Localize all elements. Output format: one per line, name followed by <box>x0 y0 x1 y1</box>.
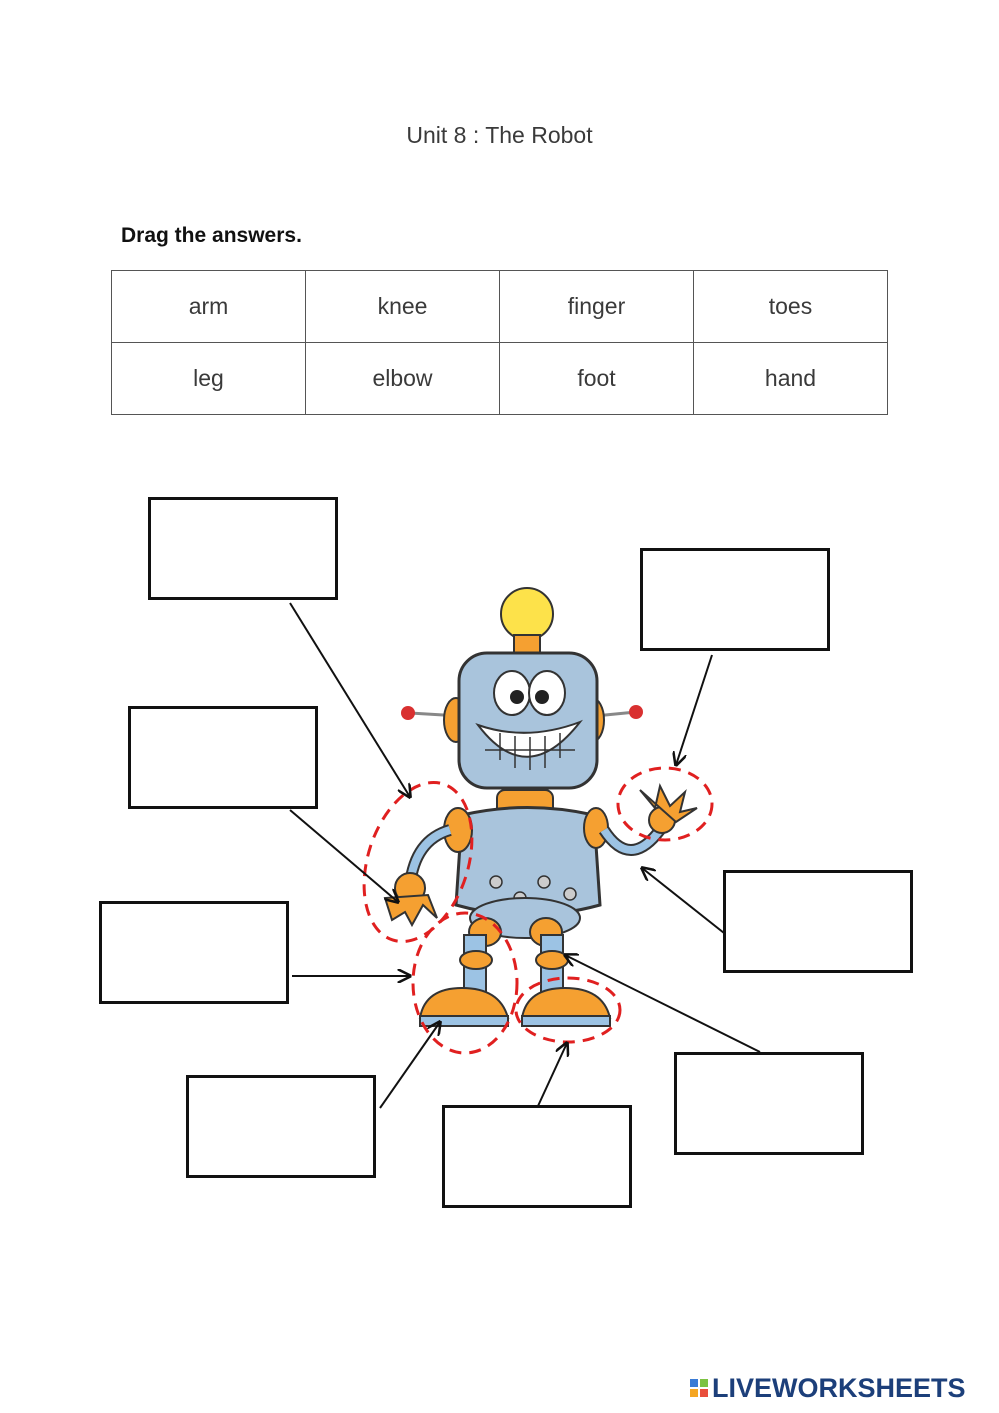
arrow-box-3 <box>290 810 398 902</box>
brand-text: LIVEWORKSHEETS <box>712 1372 966 1403</box>
answer-box-5[interactable] <box>99 901 289 1004</box>
answer-box-2[interactable] <box>640 548 830 651</box>
word-arm[interactable]: arm <box>112 271 306 343</box>
answer-box-6[interactable] <box>186 1075 376 1178</box>
answer-box-1[interactable] <box>148 497 338 600</box>
answer-box-7[interactable] <box>442 1105 632 1208</box>
liveworksheets-logo <box>690 1373 966 1403</box>
answer-box-8[interactable] <box>674 1052 864 1155</box>
arrow-box-6 <box>380 1022 440 1108</box>
word-hand[interactable]: hand <box>694 343 888 415</box>
arrow-box-2 <box>676 655 712 765</box>
instruction-text: Drag the answers. <box>121 224 302 247</box>
robot-illustration <box>385 588 697 1026</box>
word-toes[interactable]: toes <box>694 271 888 343</box>
liveworksheets-icon <box>690 1379 708 1397</box>
word-foot[interactable]: foot <box>500 343 694 415</box>
page-title: Unit 8 : The Robot <box>406 122 593 148</box>
arrow-box-4 <box>642 868 724 933</box>
word-finger[interactable]: finger <box>500 271 694 343</box>
word-knee[interactable]: knee <box>306 271 500 343</box>
word-elbow[interactable]: elbow <box>306 343 500 415</box>
word-leg[interactable]: leg <box>112 343 306 415</box>
answer-box-4[interactable] <box>723 870 913 973</box>
answer-box-3[interactable] <box>128 706 318 809</box>
arrow-box-7 <box>538 1043 567 1106</box>
